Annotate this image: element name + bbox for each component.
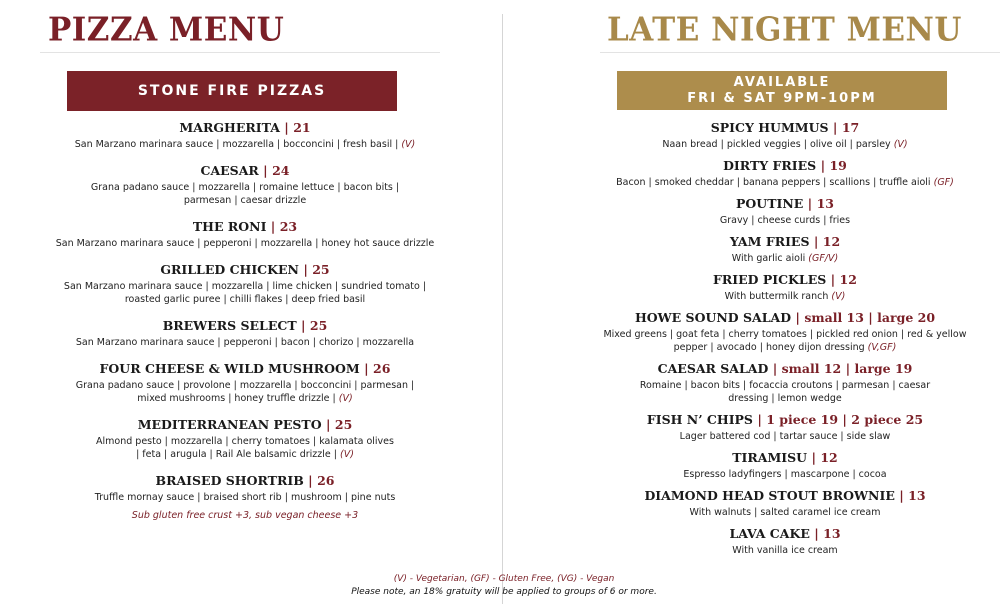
item-price: 25: [309, 318, 328, 333]
item-desc: Mixed greens | goat feta | cherry tomatoes | pickled red onion | red & yellow pepper | avocado | honey dijon dressing: [603, 329, 967, 353]
item-desc: With garlic aioli: [731, 253, 806, 264]
item-price: 26: [317, 473, 335, 488]
substitution-note: Sub gluten free crust +3, sub vegan cheese +3: [131, 510, 359, 521]
item-name: BREWERS SELECT: [162, 318, 297, 333]
item-price: 24: [272, 163, 290, 178]
item-name: FOUR CHEESE & WILD MUSHROOM: [99, 361, 360, 376]
menu-item: YAM FRIES | 12 With garlic aioli (GF/V): [729, 234, 841, 264]
item-price: 13: [816, 196, 834, 211]
menu-item: HOWE SOUND SALAD | small 13 | large 20 Mixed greens | goat feta | cherry tomatoes | pickled red onion | red & yellow pepper | avocado | honey dijon dressing (V,GF): [603, 310, 967, 353]
title-underline: [600, 52, 1000, 53]
item-price: 12: [820, 450, 838, 465]
menu-item: SPICY HUMMUS | 17 Naan bread | pickled veggies | olive oil | parsley (V): [662, 120, 908, 150]
item-desc: San Marzano marinara sauce | pepperoni | mozzarella | honey hot sauce drizzle: [55, 238, 435, 249]
item-name: MARGHERITA: [179, 120, 280, 135]
column-divider: [502, 14, 503, 604]
item-price: 12: [822, 234, 841, 249]
item-name: SPICY HUMMUS: [710, 120, 829, 135]
menu-item: FRIED PICKLES | 12 With buttermilk ranch (V): [713, 272, 857, 302]
diet-tag: (V): [893, 139, 908, 150]
item-price: 13: [908, 488, 926, 503]
item-name: LAVA CAKE: [729, 526, 810, 541]
menu-item: CAESAR | 24 Grana padano sauce | mozzarella | romaine lettuce | bacon bits | parmesan | caesar drizzle: [90, 163, 400, 206]
item-name: HOWE SOUND SALAD: [634, 310, 792, 325]
item-desc: San Marzano marinara sauce | mozzarella | lime chicken | sundried tomato | roasted garlic puree | chilli flakes | deep fried basil: [63, 281, 427, 305]
item-price: 13: [823, 526, 841, 541]
item-name: CAESAR: [200, 163, 259, 178]
menu-item: MARGHERITA | 21 San Marzano marinara sauce | mozzarella | bocconcini | fresh basil | (V): [74, 120, 416, 150]
item-price: 23: [279, 219, 298, 234]
item-name: BRAISED SHORTRIB: [155, 473, 304, 488]
menu-item: DIAMOND HEAD STOUT BROWNIE | 13 With walnuts | salted caramel ice cream: [644, 488, 926, 518]
item-name: MEDITERRANEAN PESTO: [137, 417, 322, 432]
item-desc: Bacon | smoked cheddar | banana peppers | scallions | truffle aioli: [616, 177, 931, 188]
diet-tag: (V): [831, 291, 846, 302]
menu-item: TIRAMISU | 12 Espresso ladyfingers | mascarpone | cocoa: [683, 450, 887, 480]
diet-tag: (GF): [933, 177, 954, 188]
banner-line-2: FRI & SAT 9PM-10PM: [687, 90, 877, 106]
item-desc: With vanilla ice cream: [732, 545, 838, 556]
item-desc: Truffle mornay sauce | braised short rib | mushroom | pine nuts: [94, 492, 396, 503]
item-desc: San Marzano marinara sauce | mozzarella | bocconcini | fresh basil |: [74, 139, 399, 150]
menu-item: FOUR CHEESE & WILD MUSHROOM | 26 Grana padano sauce | provolone | mozzarella | bocconcini | parmesan | mixed mushrooms | honey truffle drizzle | (V): [75, 361, 415, 404]
item-desc: Romaine | bacon bits | focaccia croutons | parmesan | caesar dressing | lemon wedge: [639, 380, 931, 404]
item-name: FISH N’ CHIPS: [646, 412, 753, 427]
banner-label: STONE FIRE PIZZAS: [137, 83, 327, 99]
banner-line-1: AVAILABLE: [733, 74, 831, 90]
menu-item: GRILLED CHICKEN | 25 San Marzano marinara sauce | mozzarella | lime chicken | sundried tomato | roasted garlic puree | chilli flakes | deep fried basil: [63, 262, 427, 305]
late-night-title: LATE NIGHT MENU: [607, 11, 962, 49]
diet-tag: (V): [401, 139, 416, 150]
item-desc: Almond pesto | mozzarella | cherry tomatoes | kalamata olives | feta | arugula | Rail Ale balsamic drizzle |: [96, 436, 394, 460]
item-price: 17: [841, 120, 860, 135]
item-price: 25: [312, 262, 330, 277]
item-price: 25: [334, 417, 353, 432]
item-name: FRIED PICKLES: [713, 272, 827, 287]
diet-tag: (V,GF): [867, 342, 897, 353]
item-name: POUTINE: [736, 196, 804, 211]
gratuity-note: Please note, an 18% gratuity will be applied to groups of 6 or more.: [351, 587, 657, 597]
item-price: 12: [839, 272, 857, 287]
diet-legend: (V) - Vegetarian, (GF) - Gluten Free, (VG) - Vegan: [393, 574, 615, 584]
menu-item: MEDITERRANEAN PESTO | 25 Almond pesto | mozzarella | cherry tomatoes | kalamata olives | feta | arugula | Rail Ale balsamic drizzle | (V): [96, 417, 394, 460]
item-name: CAESAR SALAD: [657, 361, 769, 376]
item-price: small 12 | large 19: [781, 361, 913, 376]
diet-tag: (V): [338, 393, 353, 404]
pizza-items: [40, 120, 450, 521]
item-desc: With walnuts | salted caramel ice cream: [689, 507, 881, 518]
menu-item: BRAISED SHORTRIB | 26 Truffle mornay sauce | braised short rib | mushroom | pine nuts: [94, 473, 396, 503]
item-name: THE RONI: [192, 219, 267, 234]
stone-fire-banner: [67, 71, 397, 111]
menu-item: FISH N’ CHIPS | 1 piece 19 | 2 piece 25 Lager battered cod | tartar sauce | side slaw: [646, 412, 924, 442]
item-desc: Grana padano sauce | provolone | mozzarella | bocconcini | parmesan | mixed mushrooms | honey truffle drizzle |: [75, 380, 415, 404]
item-price: small 13 | large 20: [804, 310, 936, 325]
item-name: YAM FRIES: [729, 234, 810, 249]
title-underline: [40, 52, 440, 53]
item-desc: Grana padano sauce | mozzarella | romaine lettuce | bacon bits | parmesan | caesar drizzle: [90, 182, 400, 206]
menu-item: CAESAR SALAD | small 12 | large 19 Romaine | bacon bits | focaccia croutons | parmesan | caesar dressing | lemon wedge: [639, 361, 931, 404]
item-desc: Gravy | cheese curds | fries: [719, 215, 851, 226]
availability-banner: [617, 71, 947, 110]
menu-item: LAVA CAKE | 13 With vanilla ice cream: [729, 526, 841, 556]
item-price: 19: [829, 158, 847, 173]
item-name: TIRAMISU: [732, 450, 808, 465]
diet-tag: (GF/V): [808, 253, 839, 264]
item-name: DIAMOND HEAD STOUT BROWNIE: [644, 488, 895, 503]
item-desc: San Marzano marinara sauce | pepperoni | bacon | chorizo | mozzarella: [75, 337, 415, 348]
late-night-items: [603, 120, 967, 564]
item-desc: Lager battered cod | tartar sauce | side slaw: [679, 431, 891, 442]
item-price: 26: [373, 361, 391, 376]
item-desc: With buttermilk ranch: [724, 291, 829, 302]
item-name: DIRTY FRIES: [723, 158, 817, 173]
item-desc: Espresso ladyfingers | mascarpone | cocoa: [683, 469, 887, 480]
menu-item: BREWERS SELECT | 25 San Marzano marinara sauce | pepperoni | bacon | chorizo | mozzarella: [75, 318, 415, 348]
menu-item: THE RONI | 23 San Marzano marinara sauce | pepperoni | mozzarella | honey hot sauce drizzle: [55, 219, 435, 249]
item-desc: Naan bread | pickled veggies | olive oil | parsley: [662, 139, 891, 150]
diet-tag: (V): [339, 449, 354, 460]
pizza-menu-title: PIZZA MENU: [48, 11, 285, 49]
menu-item: POUTINE | 13 Gravy | cheese curds | fries: [719, 196, 851, 226]
item-name: GRILLED CHICKEN: [160, 262, 299, 277]
item-price: 1 piece 19 | 2 piece 25: [766, 412, 924, 427]
menu-item: DIRTY FRIES | 19 Bacon | smoked cheddar | banana peppers | scallions | truffle aioli (GF): [616, 158, 954, 188]
item-price: 21: [293, 120, 311, 135]
